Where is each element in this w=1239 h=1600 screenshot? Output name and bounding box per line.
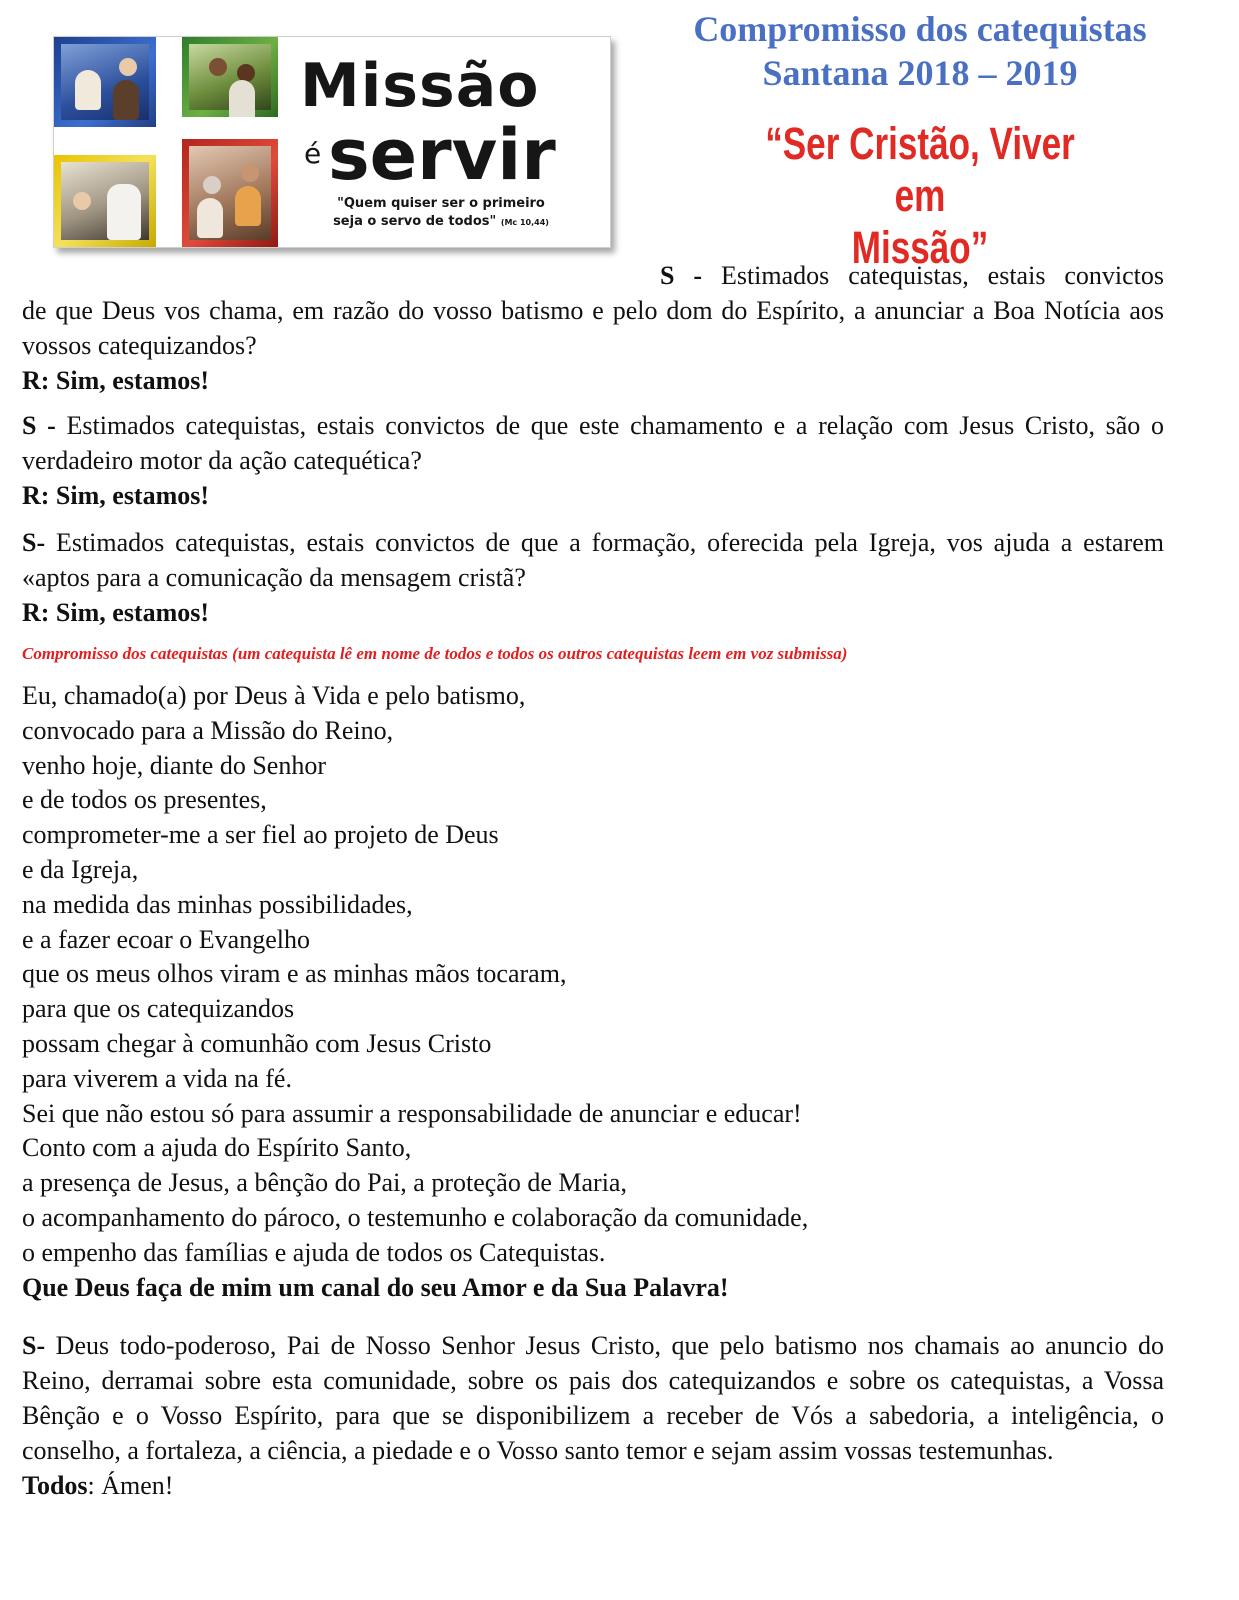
commitment-line: Sei que não estou só para assumir a responsabilidade de anunciar e educar! [22, 1098, 802, 1128]
motto-line1: “Ser Cristão, Viver em [765, 118, 1075, 221]
logo-quote-line1: "Quem quiser ser o primeiro [337, 196, 545, 211]
commitment-line: para viverem a vida na fé. [22, 1063, 292, 1093]
dialogue-3-response: R: Sim, estamos! [22, 598, 210, 627]
dialogue-1-text: de que Deus vos chama, em razão do vosso batismo e pelo dom do Espírito, a anunciar a Boa Notícia aos vossos catequizandos? [22, 296, 1164, 360]
commitment-closing: Que Deus faça de mim um canal do seu Amor e da Sua Palavra! [22, 1272, 729, 1302]
commitment-line: e a fazer ecoar o Evangelho [22, 924, 310, 954]
instruction: Compromisso dos catequistas (um catequista lê em nome de todos e todos os outros catequistas leem em voz submissa) [22, 644, 848, 663]
commitment-line: Conto com a ajuda do Espírito Santo, [22, 1133, 412, 1163]
logo-quote-line2: seja o servo de todos" [333, 214, 497, 229]
logo-photo-green [182, 37, 278, 117]
logo-photo-red [182, 139, 278, 247]
commitment-line: o empenho das famílias e ajuda de todos os Catequistas. [22, 1237, 606, 1267]
prayer-text: Deus todo-poderoso, Pai de Nosso Senhor Jesus Cristo, que pelo batismo nos chamais ao anuncio do Reino, derramai sobre esta comunidade, sobre os pais dos catequizandos e sobre os catequistas, a Vossa Bênção e o Vosso Espírito, para que se disponibilizem a receber de Vós a sabedoria, a inteligência, o conselho, a fortaleza, a ciência, a piedade e o Vosso santo temor e sejam assim vossas testemunhas. [22, 1331, 1165, 1465]
dialogue-1 [22, 258, 1164, 398]
dialogue-2 [22, 408, 1164, 513]
dialogue-2-response: R: Sim, estamos! [22, 481, 210, 510]
dialogue-3-text: Estimados catequistas, estais convictos de que a formação, oferecida pela Igreja, vos ajuda a estarem «aptos para a comunicação da mensagem cristã? [22, 528, 1165, 592]
logo-photo-blue [54, 37, 156, 127]
dialogue-1-lead: Estimados catequistas, estais convictos [720, 261, 1164, 290]
commitment-line: Eu, chamado(a) por Deus à Vida e pelo batismo, [22, 681, 526, 710]
missao-servir-logo [53, 36, 611, 248]
commitment-line: e da Igreja, [22, 854, 139, 884]
commitment-line: o acompanhamento do pároco, o testemunho e colaboração da comunidade, [22, 1202, 809, 1232]
prayer [22, 1328, 1164, 1503]
dialogue-2-speaker: S - [22, 411, 56, 440]
dialogue-3-speaker: S- [22, 528, 46, 557]
dialogue-2-text: Estimados catequistas, estais convictos de que este chamamento e a relação com Jesus Cristo, são o verdadeiro motor da ação catequética? [22, 411, 1164, 475]
commitment-line: possam chegar à comunhão com Jesus Cristo [22, 1028, 492, 1058]
commitment-line: e de todos os presentes, [22, 785, 267, 815]
motto [741, 118, 1100, 274]
logo-title-servir: servir [328, 114, 556, 196]
dialogue-1-speaker: S - [660, 261, 703, 290]
prayer-speaker: S- [22, 1331, 46, 1360]
commitment-line: a presença de Jesus, a bênção do Pai, a proteção de Maria, [22, 1168, 627, 1198]
prayer-response-speaker: Todos [22, 1471, 88, 1500]
header-title: Compromisso dos catequistas [693, 9, 1147, 49]
commitment-line: venho hoje, diante do Senhor [22, 750, 326, 780]
logo-title-missao: Missão [300, 51, 540, 121]
commitment-line: para que os catequizandos [22, 994, 295, 1024]
dialogue-1-response: R: Sim, estamos! [22, 366, 210, 395]
dialogue-3 [22, 525, 1164, 630]
commitment-line: na medida das minhas possibilidades, [22, 889, 413, 919]
commitment-line: que os meus olhos viram e as minhas mãos tocaram, [22, 959, 567, 989]
motto-line2: Missão” [851, 222, 989, 273]
prayer-response-text: : Ámen! [87, 1471, 174, 1500]
commitment-line: comprometer-me a ser fiel ao projeto de Deus [22, 820, 499, 850]
logo-photo-yellow [54, 155, 156, 247]
header-subtitle: Santana 2018 – 2019 [762, 53, 1078, 93]
commitment-line: convocado para a Missão do Reino, [22, 715, 394, 745]
logo-title-e: é [304, 137, 322, 170]
commitment-text [22, 679, 1164, 1305]
logo-quote-ref: (Mc 10,44) [500, 218, 549, 227]
logo-quote [316, 195, 566, 232]
